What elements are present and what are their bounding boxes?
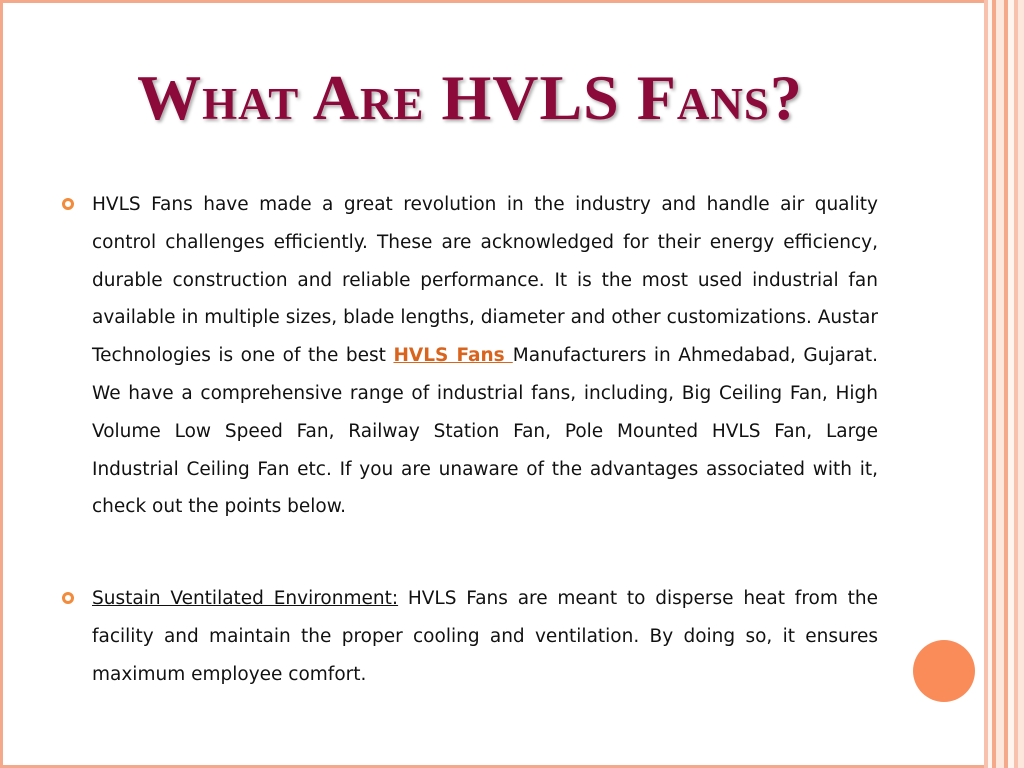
bullet-2-text: [92, 580, 878, 693]
bullet-1-text-before-link: HVLS Fans have made a great revolution in the industry and handle air quality control challenges efficiently. These are acknowledged for their energy efficiency, durable construction and reliable performance. It is the most used industrial fan available in multiple sizes, blade lengths, diameter and other customizations. Austar Technologies is one of the best: [92, 194, 878, 367]
bullet-2-body: HVLS Fans are meant to disperse heat from the facility and maintain the proper cooling and ventilation. By doing so, it ensures maximum employee comfort.: [92, 588, 878, 685]
hvls-fans-link[interactable]: HVLS Fans: [393, 345, 513, 367]
slide-title: What Are HVLS Fans?: [137, 62, 803, 133]
bullet-2-heading: Sustain Ventilated Environment:: [92, 588, 399, 609]
bullet-circle-icon: [62, 198, 74, 210]
bullet-1: [62, 186, 878, 526]
decorative-stripes: [984, 0, 1024, 768]
bullet-circle-icon: [62, 592, 74, 604]
bullet-2: [62, 580, 878, 693]
bullet-1-text-after-link: Manufacturers in Ahmedabad, Gujarat. We have a comprehensive range of industrial fans, including, Big Ceiling Fan, High Volume Low Speed Fan, Railway Station Fan, Pole Mounted HVLS Fan, Large Industrial Ceiling Fan etc. If you are unaware of the advantages associated with it, check out the points below.: [92, 345, 878, 518]
decorative-orange-circle: [913, 640, 975, 702]
bullet-1-text: [92, 186, 878, 526]
